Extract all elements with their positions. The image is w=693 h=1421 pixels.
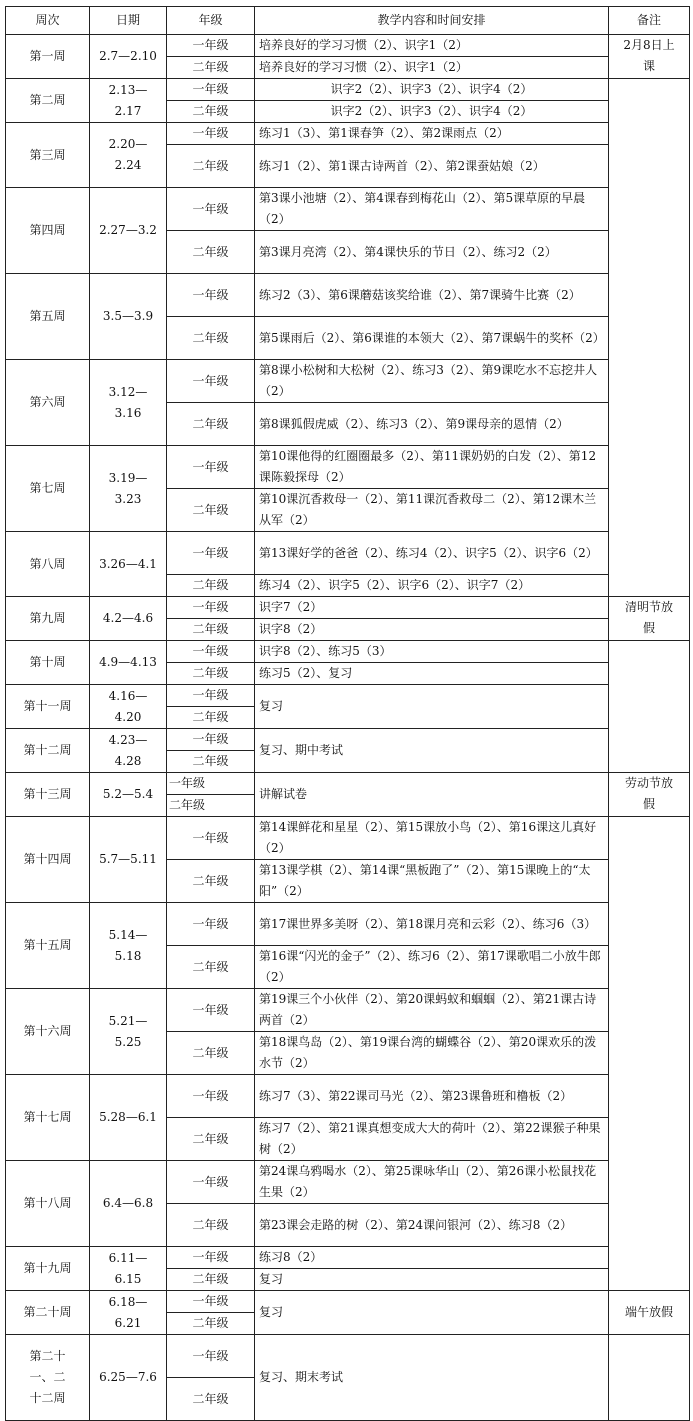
content-cell: 第24课乌鸦喝水（2）、第25课咏华山（2）、第26课小松鼠找花生果（2） [255,1161,609,1204]
content-cell: 复习 [255,685,609,729]
table-row [6,446,690,489]
grade-cell: 一年级 [167,360,255,403]
content-cell: 复习、期中考试 [255,729,609,773]
date-cell: 3.26—4.1 [90,532,167,597]
grade-cell: 一年级 [167,903,255,946]
grade-cell: 二年级 [167,231,255,274]
grade-cell: 一年级 [167,446,255,489]
content-cell: 第19课三个小伙伴（2）、第20课蚂蚁和蝈蝈（2）、第21课古诗两首（2） [255,989,609,1032]
table-row [6,729,690,751]
content-cell: 练习7（2）、第21课真想变成大大的荷叶（2）、第22课猴子种果树（2） [255,1118,609,1161]
content-cell: 复习、期末考试 [255,1335,609,1421]
week-cell: 第三周 [6,123,90,188]
grade-cell: 一年级 [167,817,255,860]
table-row [6,188,690,231]
content-cell: 复习 [255,1269,609,1291]
grade-cell: 二年级 [167,1269,255,1291]
content-cell: 第18课鸟岛（2）、第19课台湾的蝴蝶谷（2）、第20课欢乐的泼水节（2） [255,1032,609,1075]
header-grade: 年级 [167,7,255,35]
remark-text: 清明节放假 [624,600,673,635]
content-cell: 识字8（2）、练习5（3） [255,641,609,663]
remark-cell [609,35,690,79]
table-row [6,1161,690,1204]
week-cell: 第十五周 [6,903,90,989]
grade-cell: 二年级 [167,1204,255,1247]
grade-cell: 一年级 [167,79,255,101]
content-cell: 讲解试卷 [255,773,609,817]
week-cell: 第十二周 [6,729,90,773]
remark-cell [609,79,690,597]
content-cell: 识字2（2）、识字3（2）、识字4（2） [255,101,609,123]
grade-cell: 二年级 [167,489,255,532]
date-cell: 5.21—5.25 [90,989,167,1075]
grade-cell: 二年级 [167,946,255,989]
week-cell: 第七周 [6,446,90,532]
week-cell: 第十七周 [6,1075,90,1161]
grade-cell: 二年级 [167,145,255,188]
date-cell: 4.23—4.28 [90,729,167,773]
content-cell: 第13课好学的爸爸（2）、练习4（2）、识字5（2）、识字6（2） [255,532,609,575]
content-cell: 第5课雨后（2）、第6课谁的本领大（2）、第7课蜗牛的奖杯（2） [255,317,609,360]
content-cell: 第13课学棋（2）、第14课“黑板跑了”（2）、第15课晚上的“太阳”（2） [255,860,609,903]
date-cell: 2.7—2.10 [90,35,167,79]
date-cell: 6.11—6.15 [90,1247,167,1291]
grade-cell: 一年级 [167,532,255,575]
content-cell: 复习 [255,1291,609,1335]
content-cell: 第10课沉香救母一（2）、第11课沉香救母二（2）、第12课木兰从军（2） [255,489,609,532]
grade-cell: 一年级 [167,641,255,663]
grade-cell: 一年级 [167,1075,255,1118]
remark-cell [609,1335,690,1421]
grade-cell: 一年级 [167,35,255,57]
date-cell: 5.7—5.11 [90,817,167,903]
date-cell: 3.12—3.16 [90,360,167,446]
table-row [6,35,690,57]
grade-cell: 二年级 [167,1378,255,1421]
grade-cell: 一年级 [167,1335,255,1378]
grade-cell: 二年级 [167,795,255,817]
date-cell: 5.2—5.4 [90,773,167,817]
week-cell: 第十周 [6,641,90,685]
grade-cell: 一年级 [167,1291,255,1313]
content-cell: 第8课小松树和大松树（2）、练习3（2）、第9课吃水不忘挖井人（2） [255,360,609,403]
date-cell: 4.9—4.13 [90,641,167,685]
grade-cell: 一年级 [167,773,255,795]
week-cell: 第十三周 [6,773,90,817]
table-row [6,641,690,663]
table-row [6,79,690,101]
grade-cell: 一年级 [167,597,255,619]
content-cell: 培养良好的学习习惯（2）、识字1（2） [255,35,609,57]
grade-cell: 一年级 [167,685,255,707]
content-cell: 练习2（3）、第6课蘑菇该奖给谁（2）、第7课骑牛比赛（2） [255,274,609,317]
content-cell: 练习7（3）、第22课司马光（2）、第23课鲁班和橹板（2） [255,1075,609,1118]
content-cell: 第3课月亮湾（2）、第4课快乐的节日（2）、练习2（2） [255,231,609,274]
table-row [6,532,690,575]
content-cell: 识字7（2） [255,597,609,619]
content-cell: 第23课会走路的树（2）、第24课问银河（2）、练习8（2） [255,1204,609,1247]
grade-cell: 一年级 [167,274,255,317]
grade-cell: 一年级 [167,1161,255,1204]
week-cell: 第十四周 [6,817,90,903]
table-row [6,274,690,317]
week-cell: 第五周 [6,274,90,360]
grade-cell: 二年级 [167,101,255,123]
date-cell: 5.14—5.18 [90,903,167,989]
content-cell: 第3课小池塘（2）、第4课春到梅花山（2）、第5课草原的早晨（2） [255,188,609,231]
table-row [6,1291,690,1313]
content-cell: 第14课鲜花和星星（2）、第15课放小鸟（2）、第16课这儿真好（2） [255,817,609,860]
teaching-schedule-table [5,6,690,1421]
content-cell: 识字2（2）、识字3（2）、识字4（2） [255,79,609,101]
grade-cell: 二年级 [167,1313,255,1335]
content-cell: 培养良好的学习习惯（2）、识字1（2） [255,57,609,79]
date-cell: 2.13—2.17 [90,79,167,123]
grade-cell: 二年级 [167,317,255,360]
table-row [6,989,690,1032]
content-cell: 第10课他得的红圈圈最多（2）、第11课奶奶的白发（2）、第12课陈毅探母（2） [255,446,609,489]
remark-text: 劳动节放假 [624,776,673,811]
grade-cell: 二年级 [167,707,255,729]
table-row [6,773,690,795]
header-date: 日期 [90,7,167,35]
date-cell: 6.4—6.8 [90,1161,167,1247]
week-cell: 第十八周 [6,1161,90,1247]
content-cell: 练习4（2）、识字5（2）、识字6（2）、识字7（2） [255,575,609,597]
content-cell: 练习8（2） [255,1247,609,1269]
remark-cell [609,1291,690,1335]
table-row [6,1075,690,1118]
grade-cell: 二年级 [167,403,255,446]
grade-cell: 一年级 [167,123,255,145]
header-content: 教学内容和时间安排 [255,7,609,35]
week-cell: 第十一周 [6,685,90,729]
grade-cell: 一年级 [167,989,255,1032]
content-cell: 第17课世界多美呀（2）、第18课月亮和云彩（2）、练习6（3） [255,903,609,946]
table-row [6,123,690,145]
week-cell: 第二十周 [6,1291,90,1335]
table-row [6,360,690,403]
table-row [6,1247,690,1269]
remark-cell [609,773,690,817]
grade-cell: 二年级 [167,1118,255,1161]
grade-cell: 二年级 [167,57,255,79]
content-cell: 练习5（2）、复习 [255,663,609,685]
week-cell: 第二十一、二十二周 [6,1335,90,1421]
table-row [6,685,690,707]
grade-cell: 二年级 [167,575,255,597]
grade-cell: 二年级 [167,663,255,685]
week-cell: 第十六周 [6,989,90,1075]
grade-cell: 一年级 [167,1247,255,1269]
content-cell: 练习1（2）、第1课古诗两首（2）、第2课蚕姑娘（2） [255,145,609,188]
grade-cell: 二年级 [167,1032,255,1075]
week-cell: 第九周 [6,597,90,641]
header-week: 周次 [6,7,90,35]
date-cell: 3.5—3.9 [90,274,167,360]
table-row [6,903,690,946]
table-row [6,817,690,860]
date-cell: 6.18—6.21 [90,1291,167,1335]
content-cell: 第8课狐假虎威（2）、练习3（2）、第9课母亲的恩情（2） [255,403,609,446]
week-cell: 第八周 [6,532,90,597]
date-cell: 2.27—3.2 [90,188,167,274]
header-row [6,7,690,35]
grade-cell: 二年级 [167,860,255,903]
content-cell: 练习1（3）、第1课春笋（2）、第2课雨点（2） [255,123,609,145]
remark-cell [609,817,690,1291]
content-cell: 第16课“闪光的金子”（2）、练习6（2）、第17课歌唱二小放牛郎（2） [255,946,609,989]
remark-cell [609,641,690,773]
week-cell: 第一周 [6,35,90,79]
table-row [6,1335,690,1378]
grade-cell: 一年级 [167,188,255,231]
date-cell: 4.16—4.20 [90,685,167,729]
week-cell: 第十九周 [6,1247,90,1291]
date-cell: 6.25—7.6 [90,1335,167,1421]
header-remark: 备注 [609,7,690,35]
table-row [6,597,690,619]
date-cell: 4.2—4.6 [90,597,167,641]
remark-text: 2月8日上课 [623,38,675,73]
remark-cell [609,597,690,641]
date-cell: 2.20—2.24 [90,123,167,188]
grade-cell: 一年级 [167,729,255,751]
remark-text: 端午放假 [624,1305,673,1319]
grade-cell: 二年级 [167,619,255,641]
week-cell: 第六周 [6,360,90,446]
date-cell: 5.28—6.1 [90,1075,167,1161]
schedule-body [6,7,690,1421]
week-cell: 第二周 [6,79,90,123]
week-cell: 第四周 [6,188,90,274]
date-cell: 3.19—3.23 [90,446,167,532]
grade-cell: 二年级 [167,751,255,773]
content-cell: 识字8（2） [255,619,609,641]
